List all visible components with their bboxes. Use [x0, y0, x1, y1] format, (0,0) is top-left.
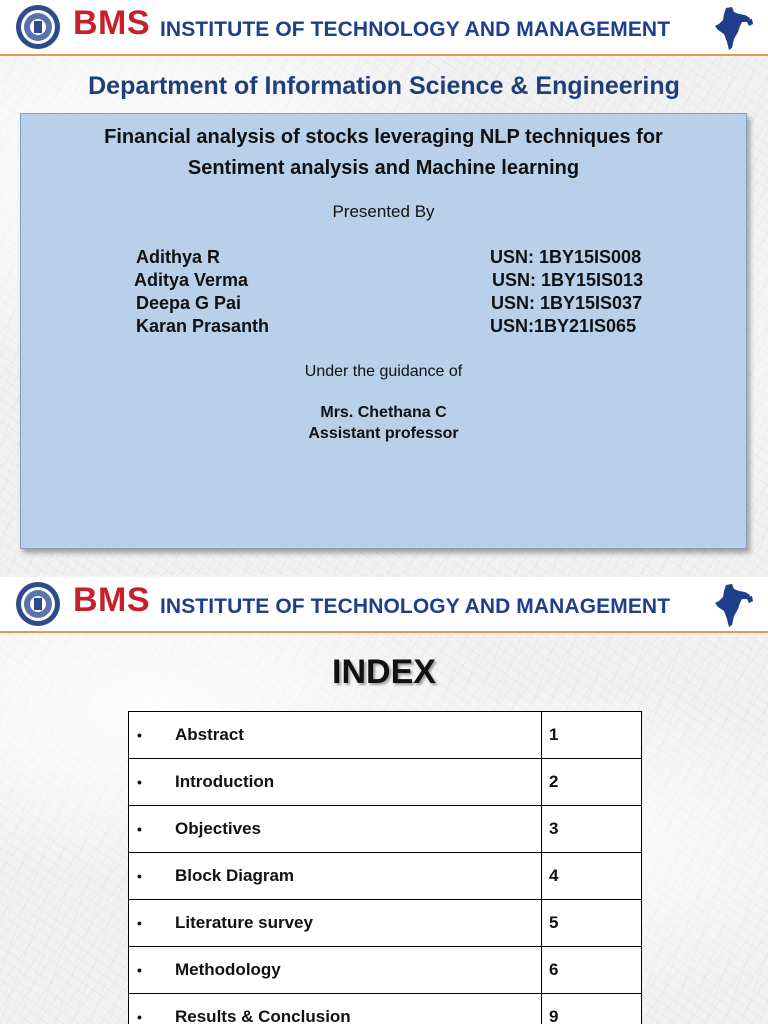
member-usn: USN:1BY21IS065	[490, 316, 637, 336]
index-page: 4	[542, 853, 642, 900]
guide-role: Assistant professor	[308, 425, 459, 442]
member-usn: USN: 1BY15IS037	[491, 293, 643, 313]
india-map-icon	[712, 583, 754, 629]
slide-header	[0, 0, 768, 56]
project-title-line-1: Financial analysis of stocks leveraging NLP techniques for	[104, 126, 663, 148]
index-page: 2	[542, 759, 642, 806]
college-seal-icon	[14, 3, 62, 51]
index-topic: Results & Conclusion	[175, 1007, 351, 1024]
index-topic: Block Diagram	[175, 866, 295, 885]
index-topic-cell	[129, 712, 542, 759]
table-row	[129, 994, 642, 1024]
bullet-icon: •	[137, 821, 142, 837]
index-topic-cell	[129, 853, 542, 900]
index-title: INDEX	[332, 653, 436, 691]
member-name: Karan Prasanth	[136, 316, 270, 336]
india-map-icon	[712, 6, 754, 52]
table-row	[129, 712, 642, 759]
table-row	[129, 806, 642, 853]
member-name: Aditya Verma	[134, 270, 249, 290]
slide-header	[0, 577, 768, 633]
guidance-label: Under the guidance of	[304, 363, 463, 380]
bms-logo-text: BMS	[73, 4, 151, 42]
presented-by-label: Presented By	[332, 202, 435, 221]
guide-name: Mrs. Chethana C	[320, 404, 447, 421]
index-topic-cell	[129, 947, 542, 994]
index-page: 6	[542, 947, 642, 994]
department-title: Department of Information Science & Engineering	[88, 72, 680, 100]
table-row	[129, 947, 642, 994]
bullet-icon: •	[137, 962, 142, 978]
index-page: 1	[542, 712, 642, 759]
index-topic-cell	[129, 759, 542, 806]
bullet-icon: •	[137, 727, 142, 743]
member-usn: USN: 1BY15IS008	[490, 247, 642, 267]
institute-name: INSTITUTE OF TECHNOLOGY AND MANAGEMENT	[160, 18, 671, 41]
project-title	[21, 122, 746, 184]
bullet-icon: •	[137, 1009, 142, 1024]
institute-name: INSTITUTE OF TECHNOLOGY AND MANAGEMENT	[160, 595, 671, 618]
project-title-line-2: Sentiment analysis and Machine learning	[187, 157, 580, 179]
index-topic-cell	[129, 806, 542, 853]
bullet-icon: •	[137, 774, 142, 790]
bms-logo-text: BMS	[73, 581, 151, 619]
index-topic-cell	[129, 994, 542, 1024]
index-topic: Methodology	[175, 960, 281, 979]
index-slide	[0, 575, 768, 1024]
index-topic: Abstract	[175, 725, 244, 744]
table-row	[129, 853, 642, 900]
index-page: 3	[542, 806, 642, 853]
member-name: Deepa G Pai	[136, 293, 242, 313]
index-topic: Objectives	[175, 819, 261, 838]
table-row	[129, 759, 642, 806]
index-topic: Introduction	[175, 772, 275, 791]
index-table	[128, 711, 642, 1024]
member-name: Adithya R	[136, 247, 221, 267]
college-seal-icon	[14, 580, 62, 628]
index-topic: Literature survey	[175, 913, 313, 932]
title-box	[20, 113, 747, 549]
bullet-icon: •	[137, 915, 142, 931]
index-page: 5	[542, 900, 642, 947]
table-row	[129, 900, 642, 947]
index-page: 9	[542, 994, 642, 1024]
index-topic-cell	[129, 900, 542, 947]
bullet-icon: •	[137, 868, 142, 884]
member-usn: USN: 1BY15IS013	[492, 270, 644, 290]
